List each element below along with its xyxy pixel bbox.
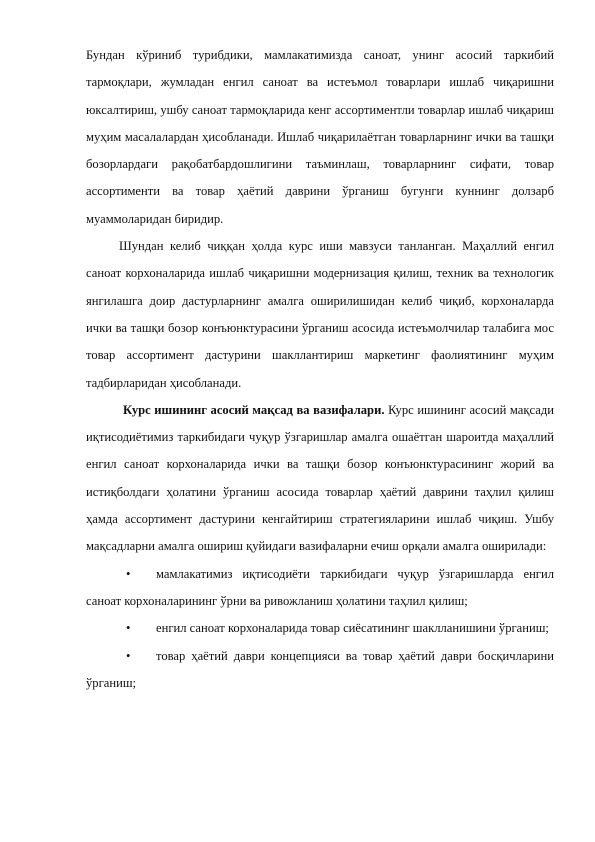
- list-item-text: товар ҳаётий даври концепцияси ва товар ҳаётий даври босқичларини ўрганиш;: [86, 648, 554, 690]
- bullet-marker: •: [126, 566, 131, 581]
- list-item-text: енгил саноат корхоналарида товар сиёсатининг шаклланишини ўрганиш;: [156, 621, 549, 636]
- list-item-text: мамлакатимиз иқтисодиёти таркибидаги чуқур ўзгаришларда енгил саноат корхоналарининг ўрни ва ривожланиш ҳолатини таҳлил қилиш;: [86, 566, 554, 608]
- paragraph-topic: Шундан келиб чиққан ҳолда курс иши мавзуси танланган. Маҳаллий енгил саноат корхоналарида ишлаб чиқаришни модернизация қилиш, техник ва технологик янгилашга доир дастурларнинг амалга оширилишидан келиб чиқиб, корхоналарда ички ва ташқи бозор конъюнктурасини ўрганиш асосида истеъмолчилар талабига мос товар ассортимент дастурини шакллантириш маркетинг фаолиятининг муҳим тадбирларидан ҳисобланади.: [86, 239, 554, 390]
- paragraph-goals: [86, 397, 554, 561]
- bullet-marker: •: [126, 648, 131, 663]
- list-item: [86, 615, 554, 642]
- goals-text: Курс ишининг асосий мақсади иқтисодиётимиз таркибидаги чуқур ўзгаришлар амалга ошаётган шароитда маҳаллий енгил саноат корхоналарида ички ва ташқи бозор конъюнктурасининг жорий ва истиқболдаги ҳолатини ўрганиш асосида товарлар ҳаётий даврини таҳлил қилиш ҳамда ассортимент дастурини кенгайтириш стратегияларини ишлаб чиқиш. Ушбу мақсадларни амалга ошириш қуйидаги вазифаларни ечиш орқали амалга оширилади:: [86, 402, 554, 554]
- bullet-marker: •: [126, 621, 131, 636]
- document-body: [86, 42, 554, 697]
- paragraph-intro: Бундан кўриниб турибдики, мамлакатимизда саноат, унинг асосий таркибий тармоқлари, жумладан енгил саноат ва истеъмол товарлари ишлаб чиқаришни юксалтириш, ушбу саноат тармоқларида кенг ассортиментли товарлар ишлаб чиқариш муҳим масалалардан ҳисобланади. Ишлаб чиқарилаётган товарларнинг ички ва ташқи бозорлардаги рақобатбардошлигини таъминлаш, товарларнинг сифати, товар ассортименти ва товар ҳаётий даврини ўрганиш бугунги куннинг долзарб муаммоларидан биридир.: [86, 48, 554, 226]
- goals-heading: Курс ишининг асосий мақсад ва вазифалари.: [123, 402, 385, 417]
- list-item: [86, 643, 554, 698]
- list-item: [86, 561, 554, 616]
